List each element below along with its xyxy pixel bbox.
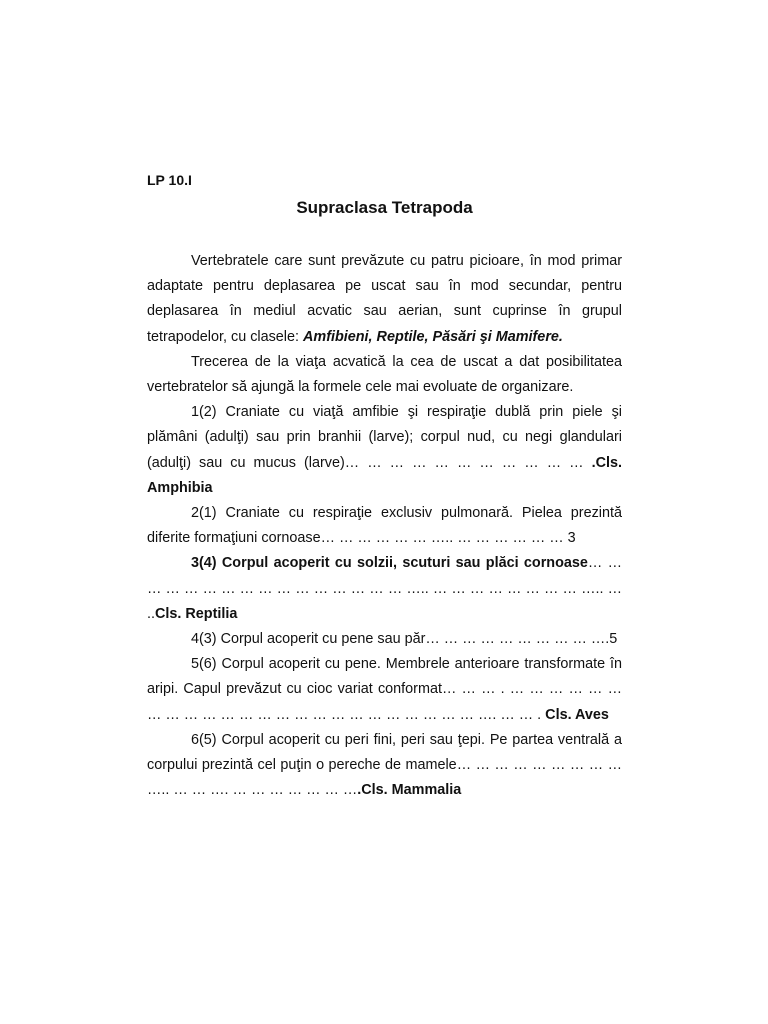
document-label: LP 10.I <box>147 172 192 188</box>
key-entry-result: .Cls. Mammalia <box>357 782 462 799</box>
intro-paragraph-1-text: Vertebratele care sunt prevăzute cu patru picioare, în mod primar adaptate pentru deplasarea pe uscat sau în mod secundar, pentru deplasarea în mediul acvatic sau aerian, sunt cuprinse în grupul tetrapodelor, cu clasele: <box>147 253 622 345</box>
key-entry <box>147 400 622 501</box>
key-entry-dots: … … … … … … … … … ….. … … …. … … … … … … … <box>147 757 622 799</box>
key-entry-result: 5 <box>609 631 618 648</box>
key-entry <box>147 728 622 804</box>
document-page <box>147 0 622 1024</box>
key-entry-dots: … … … … … … … … … …. <box>425 631 610 648</box>
document-title: Supraclasa Tetrapoda <box>296 198 473 217</box>
key-entry <box>147 652 622 728</box>
key-entry-text: 5(6) Corpul acoperit cu pene. Membrele anterioare transformate în aripi. Capul prevăzut cu cioc variat conformat <box>147 656 622 698</box>
document-body <box>147 249 622 803</box>
key-entry <box>147 501 622 551</box>
intro-paragraph-1 <box>147 249 622 350</box>
key-entry-dots: … … … … … … … … … … … … … … … … ….. … … … … … … … … ….. … .. <box>147 555 623 622</box>
key-entry-dots: … … … … … … ….. … … … … … … <box>320 530 564 547</box>
key-entry-dots: … … … … … … … … … … … <box>344 454 584 471</box>
key-entry <box>147 627 622 652</box>
key-entry-text: 3(4) Corpul acoperit cu solzii, scuturi sau plăci cornoase <box>191 555 588 572</box>
key-entry-text: 2(1) Craniate cu respiraţie exclusiv pulmonară. Pielea prezintă diferite formaţiuni cornoase <box>147 505 622 547</box>
key-entry-result: .Cls. Amphibia <box>147 454 623 496</box>
intro-paragraph-2: Trecerea de la viaţa acvatică la cea de uscat a dat posibilitatea vertebratelor să ajungă la formele cele mai evoluate de organizare. <box>147 353 622 396</box>
identification-key <box>147 400 622 803</box>
key-entry-result: 3 <box>567 530 576 547</box>
intro-paragraph-1-classes: Amfibieni, Reptile, Păsări şi Mamifere. <box>303 328 563 345</box>
key-entry-text: 6(5) Corpul acoperit cu peri fini, peri sau ţepi. Pe partea ventrală a corpului prezintă cel puţin o pereche de mamele <box>147 731 622 774</box>
key-entry-result: Cls. Aves <box>545 706 609 723</box>
key-entry-text: 1(2) Craniate cu viaţă amfibie şi respiraţie dublă prin piele şi plămâni (adulţi) sau prin branhii (larve); corpul nud, cu negi glandulari (adulţi) sau cu mucus (larve) <box>147 404 622 471</box>
key-entry-result: Cls. Reptilia <box>155 605 238 622</box>
key-entry <box>147 551 622 627</box>
key-entry-dots: … … … . … … … … … … … … … … … … … … … … … … … … … … … … …. … … . <box>147 681 622 723</box>
key-entry-text: 4(3) Corpul acoperit cu pene sau păr <box>191 631 426 648</box>
